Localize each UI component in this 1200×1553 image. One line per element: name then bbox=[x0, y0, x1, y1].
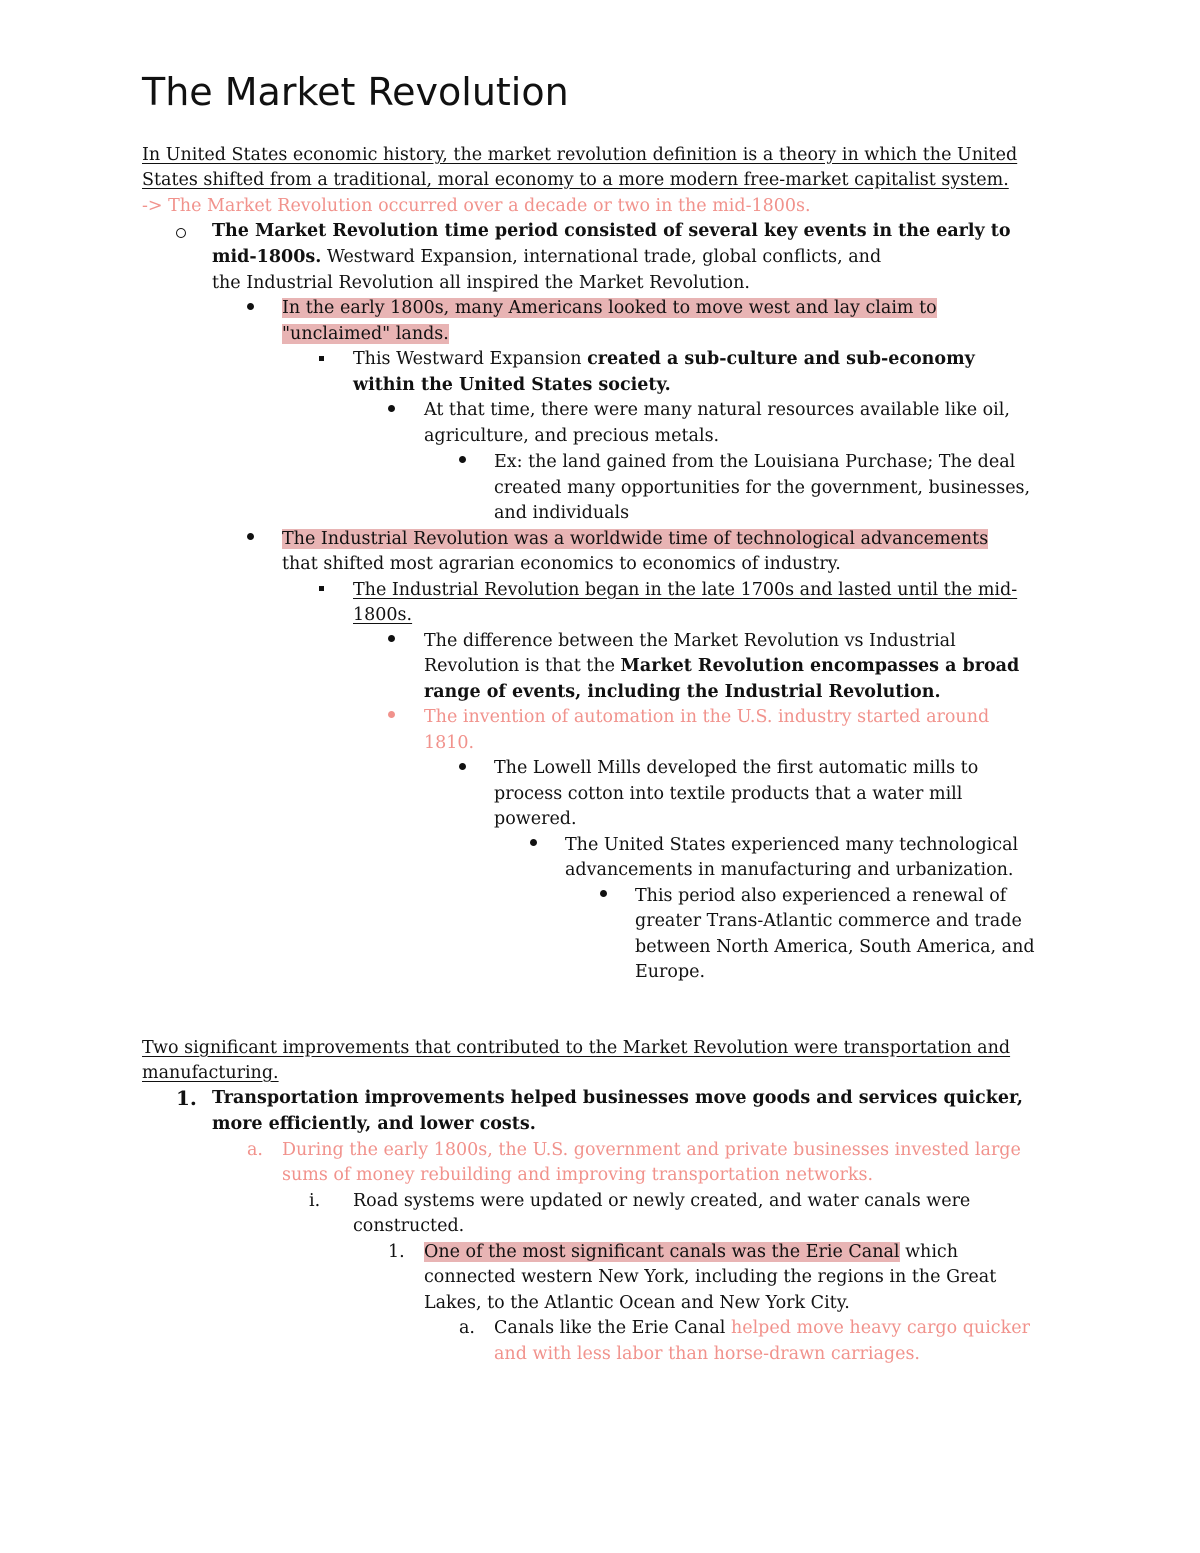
fact-2-line-2: greater Trans-Atlantic commerce and trade bbox=[635, 911, 1022, 931]
detail-3-line-1: The invention of automation in the U.S. industry started around bbox=[424, 707, 990, 727]
sub-2-line-1: The Industrial Revolution began in the late 1700s and lasted until the mid- bbox=[353, 580, 1018, 600]
numbered-marker: 1. bbox=[388, 1242, 405, 1262]
item-a-line-2: sums of money rebuilding and improving transportation networks. bbox=[282, 1165, 874, 1185]
bullet-icon bbox=[530, 839, 537, 846]
detail-3-line-2: 1810. bbox=[424, 733, 475, 753]
item-a-line-1: During the early 1800s, the U.S. government and private businesses invested large bbox=[282, 1140, 1021, 1160]
outline-o1-line-1: The Market Revolution time period consisted of several key events in the early to bbox=[212, 221, 1011, 241]
intro-line-2: States shifted from a traditional, moral economy to a more modern free-market capitalist system. bbox=[142, 170, 1009, 190]
example-2-line-1: The Lowell Mills developed the first automatic mills to bbox=[494, 758, 979, 778]
item-i-line-1: Road systems were updated or newly created, and water canals were bbox=[353, 1191, 971, 1211]
bullet-icon bbox=[388, 635, 395, 642]
fact-1-line-1: The United States experienced many technological bbox=[565, 835, 1019, 855]
circle-bullet-icon bbox=[176, 228, 186, 238]
detail-2-plain: Revolution is that the bbox=[424, 656, 621, 676]
bullet-icon bbox=[388, 711, 395, 718]
fact-2-line-4: Europe. bbox=[635, 962, 706, 982]
fact-1-line-2: advancements in manufacturing and urbanization. bbox=[565, 860, 1014, 880]
detail-1-line-2: agriculture, and precious metals. bbox=[424, 426, 720, 446]
letter-marker: a. bbox=[459, 1318, 475, 1338]
bullet-1-highlight-1: In the early 1800s, many Americans looked to move west and lay claim to bbox=[282, 298, 937, 318]
sub-1-line-1 bbox=[353, 347, 975, 373]
outline-o1-line-3: the Industrial Revolution all inspired the Market Revolution. bbox=[212, 273, 750, 293]
outline-o1-line-2 bbox=[212, 245, 881, 271]
intro-arrow-note: -> The Market Revolution occurred over a decade or two in the mid-1800s. bbox=[142, 196, 811, 216]
example-2-line-3: powered. bbox=[494, 809, 577, 829]
item-i-line-2: constructed. bbox=[353, 1216, 465, 1236]
detail-2-bold: Market Revolution encompasses a broad bbox=[620, 656, 1020, 676]
detail-2-line-2 bbox=[424, 654, 1019, 680]
square-bullet-icon bbox=[319, 356, 324, 361]
bullet-icon bbox=[247, 303, 254, 310]
example-1-line-1: Ex: the land gained from the Louisiana Purchase; The deal bbox=[494, 452, 1016, 472]
bullet-1-line-1 bbox=[282, 296, 937, 322]
bullet-2-line-2: that shifted most agrarian economics to economics of industry. bbox=[282, 554, 841, 574]
fact-2-line-1: This period also experienced a renewal of bbox=[635, 886, 1007, 906]
bullet-icon bbox=[459, 763, 466, 770]
item-canals-line-1 bbox=[494, 1316, 1030, 1342]
example-2-line-2: process cotton into textile products that a water mill bbox=[494, 784, 963, 804]
bullet-1-line-2 bbox=[282, 322, 449, 348]
detail-2-line-3: range of events, including the Industrial Revolution. bbox=[424, 682, 941, 702]
erie-canal-rest: which bbox=[899, 1242, 958, 1262]
item-erie-line-2: connected western New York, including the regions in the Great bbox=[424, 1267, 997, 1287]
item-erie-line-1 bbox=[424, 1240, 958, 1266]
canals-plain: Canals like the Erie Canal bbox=[494, 1318, 731, 1338]
sub-1-line-2: within the United States society. bbox=[353, 375, 671, 395]
outline-o1-bold-date: mid-1800s. bbox=[212, 247, 322, 267]
example-1-line-3: and individuals bbox=[494, 503, 630, 523]
letter-marker: a. bbox=[247, 1140, 263, 1160]
sub-1-plain: This Westward Expansion bbox=[353, 349, 588, 369]
item-canals-line-2: and with less labor than horse-drawn carriages. bbox=[494, 1344, 920, 1364]
outline-o1-rest: Westward Expansion, international trade, global conflicts, and bbox=[321, 247, 882, 267]
bullet-icon bbox=[459, 456, 466, 463]
bullet-icon bbox=[388, 405, 395, 412]
erie-canal-highlight: One of the most significant canals was the Erie Canal bbox=[424, 1242, 900, 1262]
page-title: The Market Revolution bbox=[142, 70, 569, 114]
bullet-icon bbox=[600, 890, 607, 897]
section-2-heading-line-1: Two significant improvements that contributed to the Market Revolution were transportation and bbox=[142, 1038, 1011, 1058]
bullet-icon bbox=[247, 533, 254, 540]
item-1-line-1: Transportation improvements helped businesses move goods and services quicker, bbox=[212, 1088, 1024, 1108]
detail-2-line-1: The difference between the Market Revolution vs Industrial bbox=[424, 631, 956, 651]
canals-pink: helped move heavy cargo quicker bbox=[730, 1318, 1030, 1338]
sub-1-bold: created a sub-culture and sub-economy bbox=[587, 349, 975, 369]
sub-2-line-2: 1800s. bbox=[353, 605, 413, 625]
roman-marker: i. bbox=[309, 1191, 321, 1211]
bullet-2-line-1 bbox=[282, 527, 988, 553]
item-1-line-2: more efficiently, and lower costs. bbox=[212, 1114, 536, 1134]
numbered-marker: 1. bbox=[176, 1086, 197, 1110]
detail-1-line-1: At that time, there were many natural resources available like oil, bbox=[424, 400, 1010, 420]
item-erie-line-3: Lakes, to the Atlantic Ocean and New York City. bbox=[424, 1293, 850, 1313]
square-bullet-icon bbox=[319, 586, 324, 591]
example-1-line-2: created many opportunities for the government, businesses, bbox=[494, 478, 1031, 498]
fact-2-line-3: between North America, South America, and bbox=[635, 937, 1035, 957]
bullet-1-highlight-2: "unclaimed" lands. bbox=[282, 324, 449, 344]
intro-line-1: In United States economic history, the market revolution definition is a theory in which the United bbox=[142, 145, 1018, 165]
bullet-2-highlight: The Industrial Revolution was a worldwide time of technological advancements bbox=[282, 529, 989, 549]
section-2-heading-line-2: manufacturing. bbox=[142, 1063, 279, 1083]
